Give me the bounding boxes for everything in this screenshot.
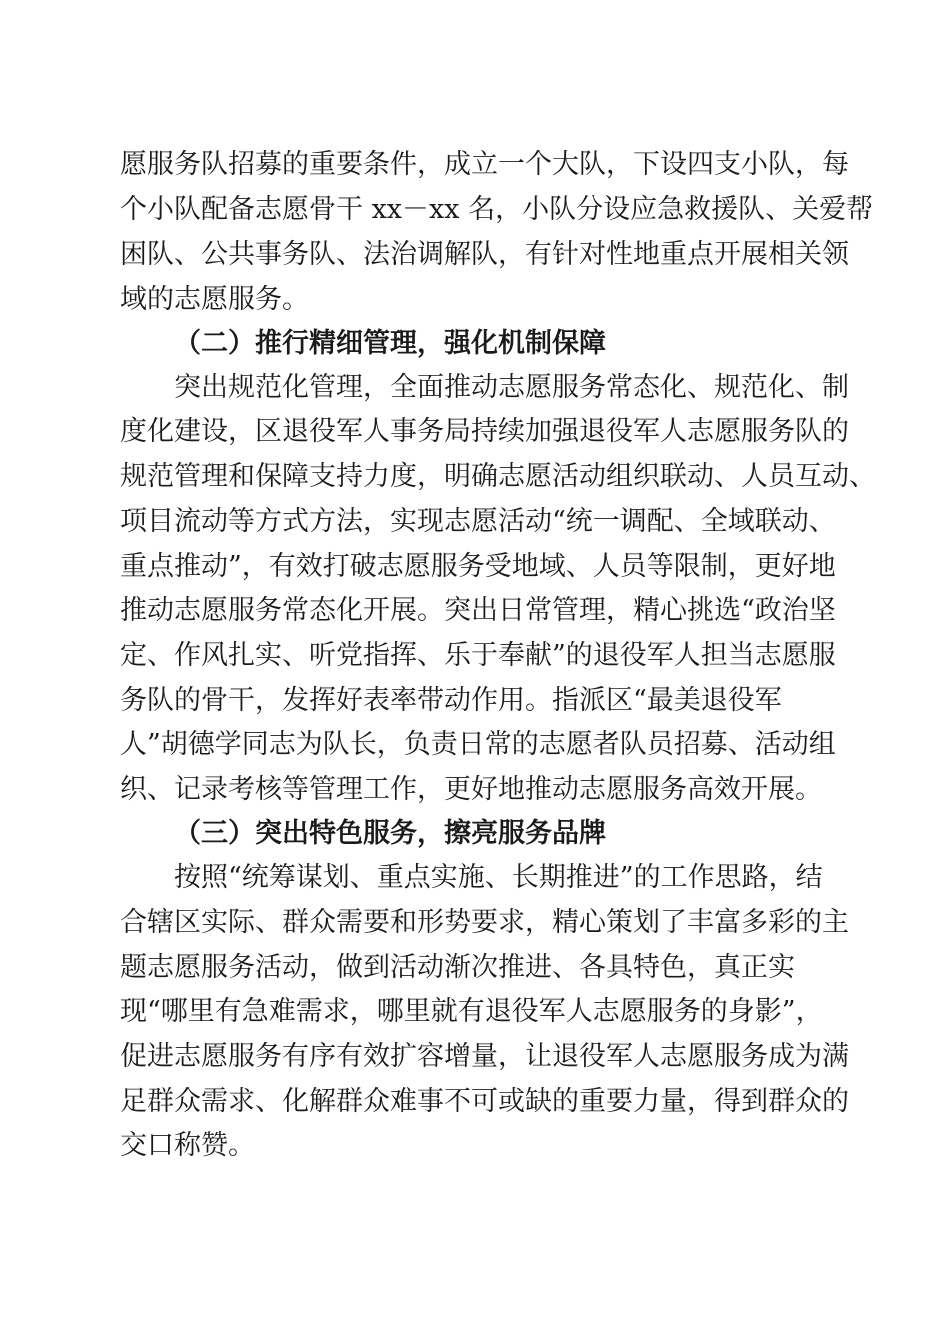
body-text-line: 愿服务队招募的重要条件，成立一个大队，下设四支小队，每 xyxy=(120,149,849,180)
body-text-line: 规范管理和保障支持力度，明确志愿活动组织联动、人员互动、 xyxy=(120,461,876,492)
body-text-line: 推动志愿服务常态化开展。突出日常管理，精心挑选“政治坚 xyxy=(120,595,836,626)
body-text-line: 足群众需求、化解群众难事不可或缺的重要力量，得到群众的 xyxy=(120,1086,849,1117)
body-text-line: 交口称赞。 xyxy=(120,1130,255,1161)
body-text-line: 题志愿服务活动，做到活动渐次推进、各具特色，真正实 xyxy=(120,952,795,983)
body-text-line: 织、记录考核等管理工作，更好地推动志愿服务高效开展。 xyxy=(120,774,822,805)
body-text-line: 现“哪里有急难需求，哪里就有退役军人志愿服务的身影”， xyxy=(120,996,823,1027)
body-text-line: 定、作风扎实、听党指挥、乐于奉献”的退役军人担当志愿服 xyxy=(120,640,836,671)
body-text-line: 重点推动”，有效打破志愿服务受地域、人员等限制，更好地 xyxy=(120,551,836,582)
section-heading-2: （二）推行精细管理，强化机制保障 xyxy=(174,328,606,359)
section-heading-3: （三）突出特色服务，擦亮服务品牌 xyxy=(174,818,606,849)
body-text-line: 域的志愿服务。 xyxy=(120,284,309,315)
body-text-line: 突出规范化管理，全面推动志愿服务常态化、规范化、制 xyxy=(174,372,849,403)
body-text-line: 项目流动等方式方法，实现志愿活动“统一调配、全域联动、 xyxy=(120,506,836,537)
body-text-line: 合辖区实际、群众需要和形势要求，精心策划了丰富多彩的主 xyxy=(120,907,849,938)
body-text-line: 个小队配备志愿骨干 xx－xx 名，小队分设应急救援队、关爱帮 xyxy=(120,194,874,225)
body-text-line: 按照“统筹谋划、重点实施、长期推进”的工作思路，结 xyxy=(174,862,823,893)
body-text-line: 促进志愿服务有序有效扩容增量，让退役军人志愿服务成为满 xyxy=(120,1041,849,1072)
body-text-line: 人”胡德学同志为队长，负责日常的志愿者队员招募、活动组 xyxy=(120,729,836,760)
body-text-line: 务队的骨干，发挥好表率带动作用。指派区“最美退役军 xyxy=(120,685,782,716)
body-text-line: 困队、公共事务队、法治调解队，有针对性地重点开展相关领 xyxy=(120,239,849,270)
body-text-line: 度化建设，区退役军人事务局持续加强退役军人志愿服务队的 xyxy=(120,416,849,447)
